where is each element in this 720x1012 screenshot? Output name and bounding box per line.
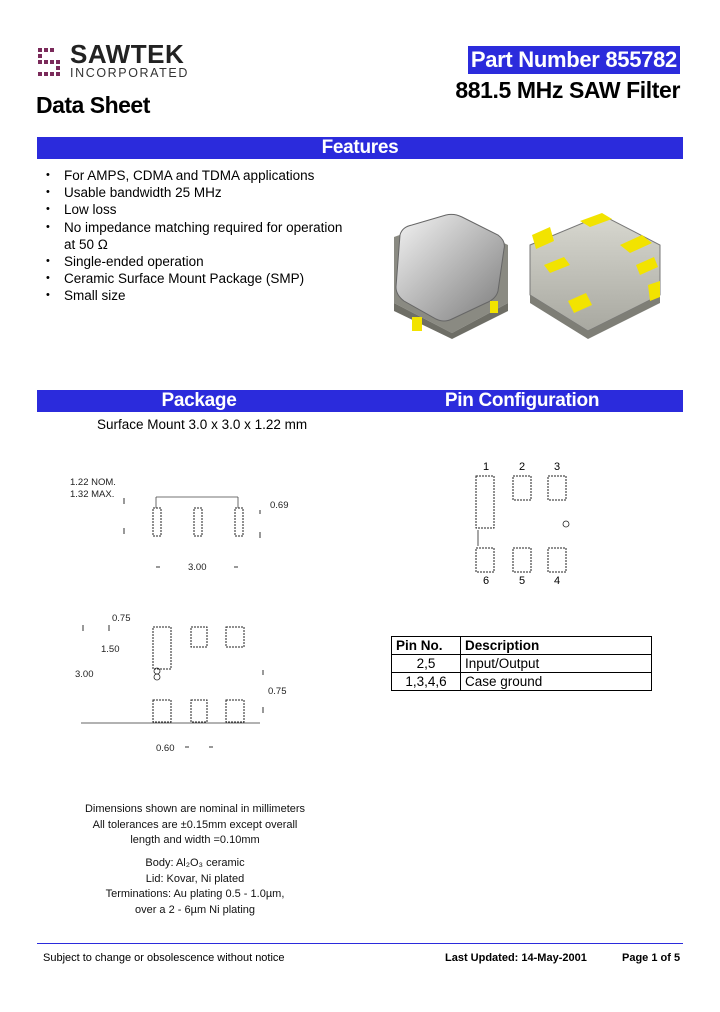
features-list (46, 167, 342, 305)
pin-table (391, 636, 652, 691)
pin-table-header: Description (461, 637, 652, 655)
dim-top-0.75: 0.75 (112, 613, 131, 624)
sawtek-logo-icon (36, 46, 64, 78)
note-line: Lid: Kovar, Ni plated (145, 872, 245, 885)
pin-label-2: 2 (519, 461, 526, 473)
pin-configuration-drawing (470, 472, 580, 577)
dim-height-nom: 1.22 NOM. (70, 477, 116, 488)
pin-number-cell: 1,3,4,6 (392, 673, 461, 691)
pin-number-cell: 2,5 (392, 655, 461, 673)
dim-pad-width: 0.60 (156, 743, 175, 754)
product-subtitle: 881.5 MHz SAW Filter (455, 77, 680, 103)
feature-item: • No impedance matching required for operation at 50 Ω (46, 219, 342, 253)
footer-page-number: Page 1 of 5 (622, 952, 681, 964)
pin-label-1: 1 (483, 461, 490, 473)
dim-pad-height: 0.69 (270, 500, 289, 511)
footer-disclaimer: Subject to change or obsolescence without notice (43, 952, 285, 964)
note-line: over a 2 - 6µm Ni plating (134, 903, 256, 916)
pin-configuration-heading: Pin Configuration (361, 390, 683, 412)
part-number: Part Number 855782 (468, 46, 680, 74)
features-heading: Features (37, 137, 683, 159)
feature-item: • Single-ended operation (46, 253, 342, 270)
footer-rule (37, 943, 683, 944)
feature-item: • Small size (46, 287, 342, 304)
pin-description-cell: Case ground (461, 673, 652, 691)
footer-last-updated: Last Updated: 14-May-2001 (445, 952, 587, 964)
logo-name: SAWTEK (70, 39, 185, 69)
dim-length: 3.00 (75, 669, 94, 680)
pin-label-5: 5 (519, 575, 526, 587)
note-line: Body: Al₂O₃ ceramic (145, 857, 245, 869)
product-photo (380, 205, 680, 340)
feature-item: • For AMPS, CDMA and TDMA applications (46, 167, 342, 184)
table-row (392, 673, 652, 691)
note-line: Dimensions shown are nominal in millimeters (84, 803, 306, 815)
note-line: Terminations: Au plating 0.5 - 1.0µm, (105, 888, 285, 900)
note-line: All tolerances are ±0.15mm except overall (92, 818, 298, 831)
logo-subtitle: INCORPORATED (70, 66, 189, 80)
package-heading: Package (37, 390, 361, 412)
dimension-notes (60, 802, 330, 849)
dim-pitch: 1.50 (101, 644, 120, 655)
feature-item-continuation: at 50 Ω (64, 236, 108, 252)
table-row (392, 655, 652, 673)
document-title: Data Sheet (36, 92, 150, 118)
pin-description-cell: Input/Output (461, 655, 652, 673)
pin-table-header: Pin No. (392, 637, 461, 655)
dim-height-max: 1.32 MAX. (70, 489, 115, 500)
package-top-view-photo (394, 214, 508, 339)
note-line: length and width =0.10mm (130, 834, 260, 846)
dim-width: 3.00 (188, 562, 207, 573)
pin-label-6: 6 (483, 575, 490, 587)
package-bottom-view-drawing (75, 615, 285, 755)
feature-item: • Ceramic Surface Mount Package (SMP) (46, 270, 342, 287)
pin-table-header-row (392, 637, 652, 655)
dim-side-0.75: 0.75 (268, 686, 287, 697)
package-bottom-view-photo (530, 213, 660, 339)
material-notes (60, 856, 330, 918)
package-caption: Surface Mount 3.0 x 3.0 x 1.22 mm (97, 417, 308, 432)
feature-item: • Low loss (46, 201, 342, 218)
pin-label-4: 4 (554, 575, 561, 587)
feature-item: • Usable bandwidth 25 MHz (46, 184, 342, 201)
pin-label-3: 3 (554, 461, 561, 473)
